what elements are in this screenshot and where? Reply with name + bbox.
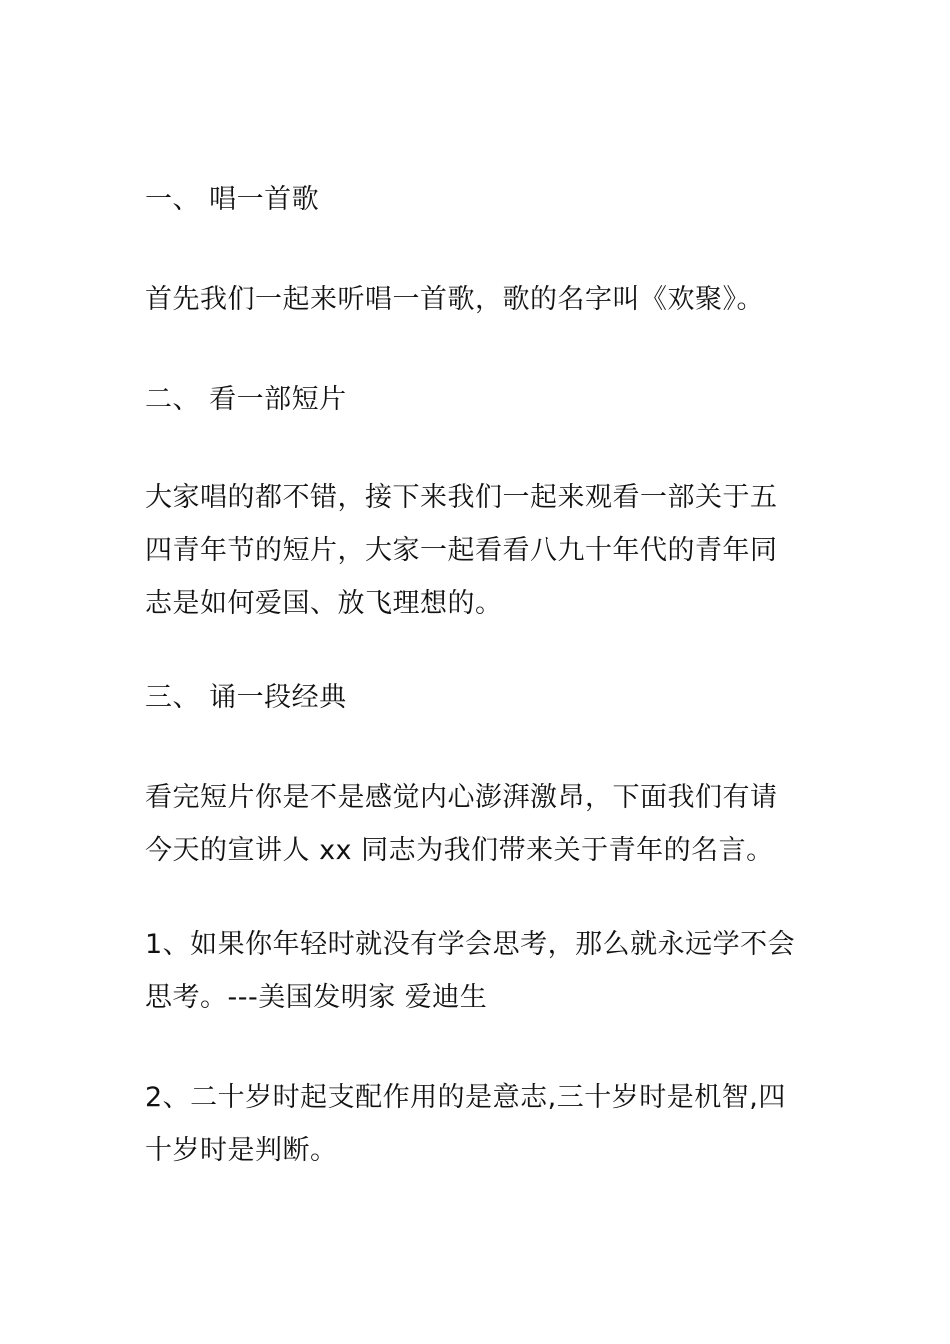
paragraph-line: 首先我们一起来听唱一首歌，歌的名字叫《欢聚》。 <box>145 284 764 315</box>
paragraph-line: 志是如何爱国、放飞理想的。 <box>145 588 503 619</box>
quote-line: 2、二十岁时起支配作用的是意志,三十岁时是机智,四 <box>145 1082 786 1113</box>
section-heading-2: 二、 看一部短片 <box>145 384 347 415</box>
section-paragraph-3 <box>145 771 810 877</box>
paragraph-line: 看完短片你是不是感觉内心澎湃激昂，下面我们有请 <box>145 782 778 813</box>
section-heading-3: 三、 诵一段经典 <box>145 682 347 713</box>
paragraph-line: 四青年节的短片，大家一起看看八九十年代的青年同 <box>145 535 778 566</box>
quote-line: 1、如果你年轻时就没有学会思考，那么就永远学不会 <box>145 929 796 960</box>
section-paragraph-1 <box>145 273 810 326</box>
section-heading-1: 一、 唱一首歌 <box>145 184 320 215</box>
quote-1 <box>145 918 810 1024</box>
quote-2 <box>145 1071 810 1177</box>
section-paragraph-2 <box>145 471 810 630</box>
paragraph-line: 大家唱的都不错，接下来我们一起来观看一部关于五 <box>145 482 778 513</box>
quote-line: 十岁时是判断。 <box>145 1135 338 1166</box>
quote-line: 思考。---美国发明家 爱迪生 <box>145 982 488 1013</box>
paragraph-line: 今天的宣讲人 xx 同志为我们带来关于青年的名言。 <box>145 835 774 866</box>
